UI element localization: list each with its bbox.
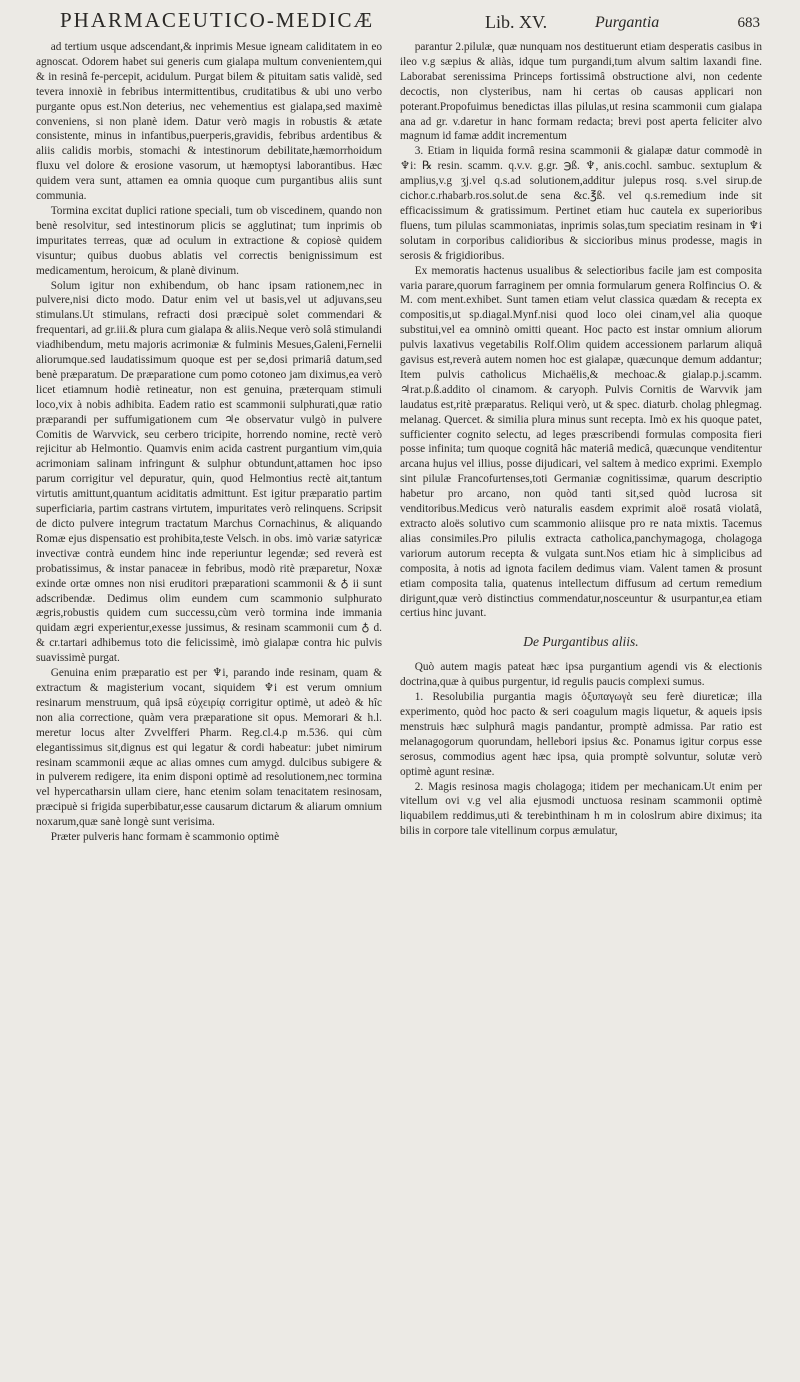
paragraph: 3. Etiam in liquida formâ resina scammonii & gialapæ datur commodè in ♆i: ℞ resin. scamm. q.v.v. g.gr. ℈ß. ♆, anis.cochl. sambuc. sextuplum & amplius,v.g ʒj.vel q.s.ad solutionem,additur julepus rosq. s.vel sirup.de cichor.c.rhabarb.ros.solut.de sena &c.℥ß. vel q.s.remedium inde sit efficacissimum & gratissimum. Pertinet etiam huc cautela ex superioribus fluens, tum pilulas scammoniatas, inprimis solas,tum speciatim resinam in ♆i solutam in corporibus calidioribus & siccioribus minus prodesse, magis in serosis & frigidioribus. [400,145,762,262]
paragraph: Ex memoratis hactenus usualibus & selectioribus facile jam est composita varia parare,quorum farraginem per omnia formularum genera Rolfincius O. & M. com ment.exhibet. Sunt tamen etiam velut classica quædam & recepta ex compositis,ut sp.diagal.Mynf.nisi quod loco olei cinam,vel alia quoque substitui,vel ea omninò omitti queant. Hoc pacto est instar omnium aliorum pulvis laxativus vegetabilis Rolf.Olim quidem accessionem parlarum aliquâ gavisus est,reverà autem nomen hoc est gialapæ, quæcunque demum addantur; Item pulvis catholicus Michaëlis,& mechoac.& gialap.p.j.scamm. ♃rat.p.ß.addito ol cinamom. & caryoph. Pulvis Cornitis de Warvvik jam laudatus est,ritè præparatus. Reliqui verò, ut & spec. diaturb. cholag phlegmag. melanag. Quercet. & similia plura minus sunt recepta. Imò ex his quoque patet, sufficienter cognito selectu, ad leges præscribendi formulas composita fieri posse infinita; tum quoque cognitâ hâc materiâ medicâ, quæcunque venditentur arcana hujus vel illius, posse dijudicari, vel saltem à medico exprimi. Exemplo sint pilulæ Francofurtenses,toti Germaniæ cognitissimæ, quarum descriptio habetur pro arcano, non quòd tanti sit,sed quòd lucrosa sit venditoribus.Medicus verò naturalis easdem exprimit aloë rosatâ violatâ, extracto aloës solutivo cum scammonio aliisque pro re nata mixtis. Tacemus alias consimiles.Pro pilulis extracta catholica,panchymagoga, cholagoga variorum autorum recepta & vulgata sunt.Nos etiam hic à simplicibus ad composita, à notis ad ignota facilem dedimus viam. Valent tamen & prosunt etiam composita talia, quatenus intellectum diffusum ad certum remedium dirigunt,quæ verò distinctius commendatur,nosceuntur & usurpantur,ea etiam certius hinc juvant. [400,264,762,620]
paragraph: Præter pulveris hanc formam è scammonio optimè [50,831,280,844]
paragraph: Solum igitur non exhibendum, ob hanc ipsam rationem,nec in pulvere,nisi dicto modo. Datur enim vel ut basis,vel ut adjuvans,seu stimulans.Ut stimulans, refracti dosi præcipuè solet commendari & frequentari, ad gr.iii.& plura cum gialapa & aliis.Neque verò solâ stimulandi viadhibendum, metu majoris acrimoniæ & fulminis Mesues,Galeni,Fernelii aliorumque.sed laudatissimum quoque est per se,dosi primariâ datum,sed benè præparatum. De præparatione cum pomo cotoneo jam diximus,ea verò licet etiamnum hodiè retineatur, non est genuina, præterquam stimuli loco,vix à nobis adhibita. Eadem ratio est scammonii sulphurati,quæ ratio præparandi per suffumigationem cum ♃e observatur vulgò in pulvere Comitis de Warvvick, seu cerbero tricipite, horrendo nomine, rectè verò rejicitur ab Helmontio. Quamvis enim acida castrent purgantium vim,quia acrimoniam salinam infringunt & sulphur obtundunt,attamen hoc ipso parum corrigitur vel depuratur, quin, quod Helmontius rectè ait,tantum virtutis amittunt,quantum aciditatis admittunt. Est igitur præparatio partim superficiaria, partim castrans virtutem, impuritates verò relinquens. Scripsit de dicto pulvere integrum tractatum Marchus Cornachinus, & aliquando Romæ ejus dispensatio est prohibita,teste Velsch. in obs. imò variæ satyricæ invectivæ contrà eundem hinc inde reperiuntur legendæ; sed reverà est probatissimus, & instar panaceæ in febribus, modò ritè præparetur, Noxæ exinde ortæ omnes non nisi eruditori præparationi scammonii & ♁ ii sunt adscribendæ. Dedimus olim eundem cum scammonio sulphurato ægris,robustis quidem cum successu,cùm verò tormina inde immania quidam ægri experientur,exesse jussimus, & resinam scammonii cum ♁ d. & cr.tartari adhibemus toto die felicissimè, imò gialapæ contra hic pulvis suavissimè purgat. [36,279,382,665]
running-head: Purgantia [595,14,660,31]
page-title: PHARMACEUTICO-MEDICÆ [60,8,375,32]
right-column [400,40,762,1342]
book-number: Lib. XV. [485,12,548,32]
page-header [60,6,760,36]
paragraph: Quò autem magis pateat hæc ipsa purgantium agendi vis & electionis doctrina,quæ à quibus purgentur, id regulis paucis complexi sumus. [400,661,762,689]
paragraph: Tormina excitat duplici ratione speciali, tum ob viscedinem, quando non benè resolvitur, sed intestinorum plicis se agglutinat; tum inprimis ob impuritates terreas, quæ ad oculum in extractione & copiosè quidem visuntur; quibus duobus ablatis vel correctis benignissimum est medicamentum, heroicum, & planè divinum. [36,204,382,277]
paragraph: 2. Magis resinosa magis cholagoga; itidem per mechanicam.Ut enim per vitellum ovi v.g vel alia ejusmodi unctuosa resinam scammonii optimè liquabilem reddimus,uti & terebinthinam h m in coloslrum abire diximus; ita bilis in corpore tale vitellinum corpus æmulatur, [400,780,762,838]
paragraph: Genuina enim præparatio est per ♆i, parando inde resinam, quam & extractum & magisterium vocant, siquidem ♆i est verum omnium resinarum menstruum, quâ ipsâ εὐχειρίᾳ corrigitur optimè, ut adeò & hîc non alia correctione, quàm vera præparatione sit opus. Memorari & h.l. meretur locus alter Zvvelfferi Pharm. Reg.cl.4.p m.536. qui cùm elegantissimus sit,dignus est qui legatur & cordi habeatur: jubet nimirum resinam scammonii æque ac alias omnes cum amygd. dulcibus subigere & in pulverem redigere, ita enim disponi optimè ad resolutionem,nec tormina vel hypercatharsin ullam ciere, hanc etenim solam tenacitatem resinosam, præcipuè si frigida superbibatur,esse causarum dictarum & aliarum omnium noxarum,quæ sanè longè sunt verisima. [36,667,382,829]
left-column [36,40,382,1342]
paragraph: parantur 2.pilulæ, quæ nunquam nos destituerunt etiam desperatis casibus in ileo v.g sæpius & aliàs, idque tum purgandi,tum alvum saltim laxandi fine. Laborabat serenissima Princeps fortissimâ obstructione alvi, non cedente decoctis, non clysteribus, nam hi certas ob causas applicari non poterant.Propofuimus benedictas illas pilulas,ut resina scammonii cum gialapa ana ad gr. v.daretur in hanc formam redacta; brevi post aperta feliciter alvo magnum id famæ addit incrementum [400,41,762,143]
section-heading: De Purgantibus aliis. [523,634,639,650]
page-number: 683 [737,15,760,31]
paragraph: 1. Resolubilia purgantia magis ὀξυπαγωγὰ seu ferè diureticæ; illa experimento, quòd hoc pacto & seri coagulum magis liquetur, & aqueis ipsis menstruis hæc sulphurâ magis pandantur, promptè admissa. Par ratio est melanagogorum quorundam, hellebori ipsius &c. Ponamus igitur corpus esse serosus, commodius agent hæc ipsa, quia promptè solvuntur, solutæ verò optimè agunt resinæ. [400,691,762,778]
paragraph: ad tertium usque adscendant,& inprimis Mesue igneam caliditatem in eo agnoscat. Odorem habet sui generis cum gialapa multum convenientem,qui & in resinâ fe-percepit, acidulum. Purgat bilem & pituitam satis validè, sed tevera innoxiè in febribus intermittentibus, cruditatibus & ubi uno verbo purgante opus est.Non deterius, nec vehementius est gialapa,sed maximè conveniens, si non planè idem. Datur verò magis in robustis & ætate consistente, minus in infantibus,puerperis,gravidis, febribus ardentibus & aliis calidis morbis, stomachi & intestinorum debilitate,hæmorrhoidum fluxu vel dolore & erosione vasorum, ut hæmoptysi laborantibus. Hæc quidem vera sunt, attamen ea omnia quoque cum purgantibus aliis sunt communia. [36,41,382,203]
